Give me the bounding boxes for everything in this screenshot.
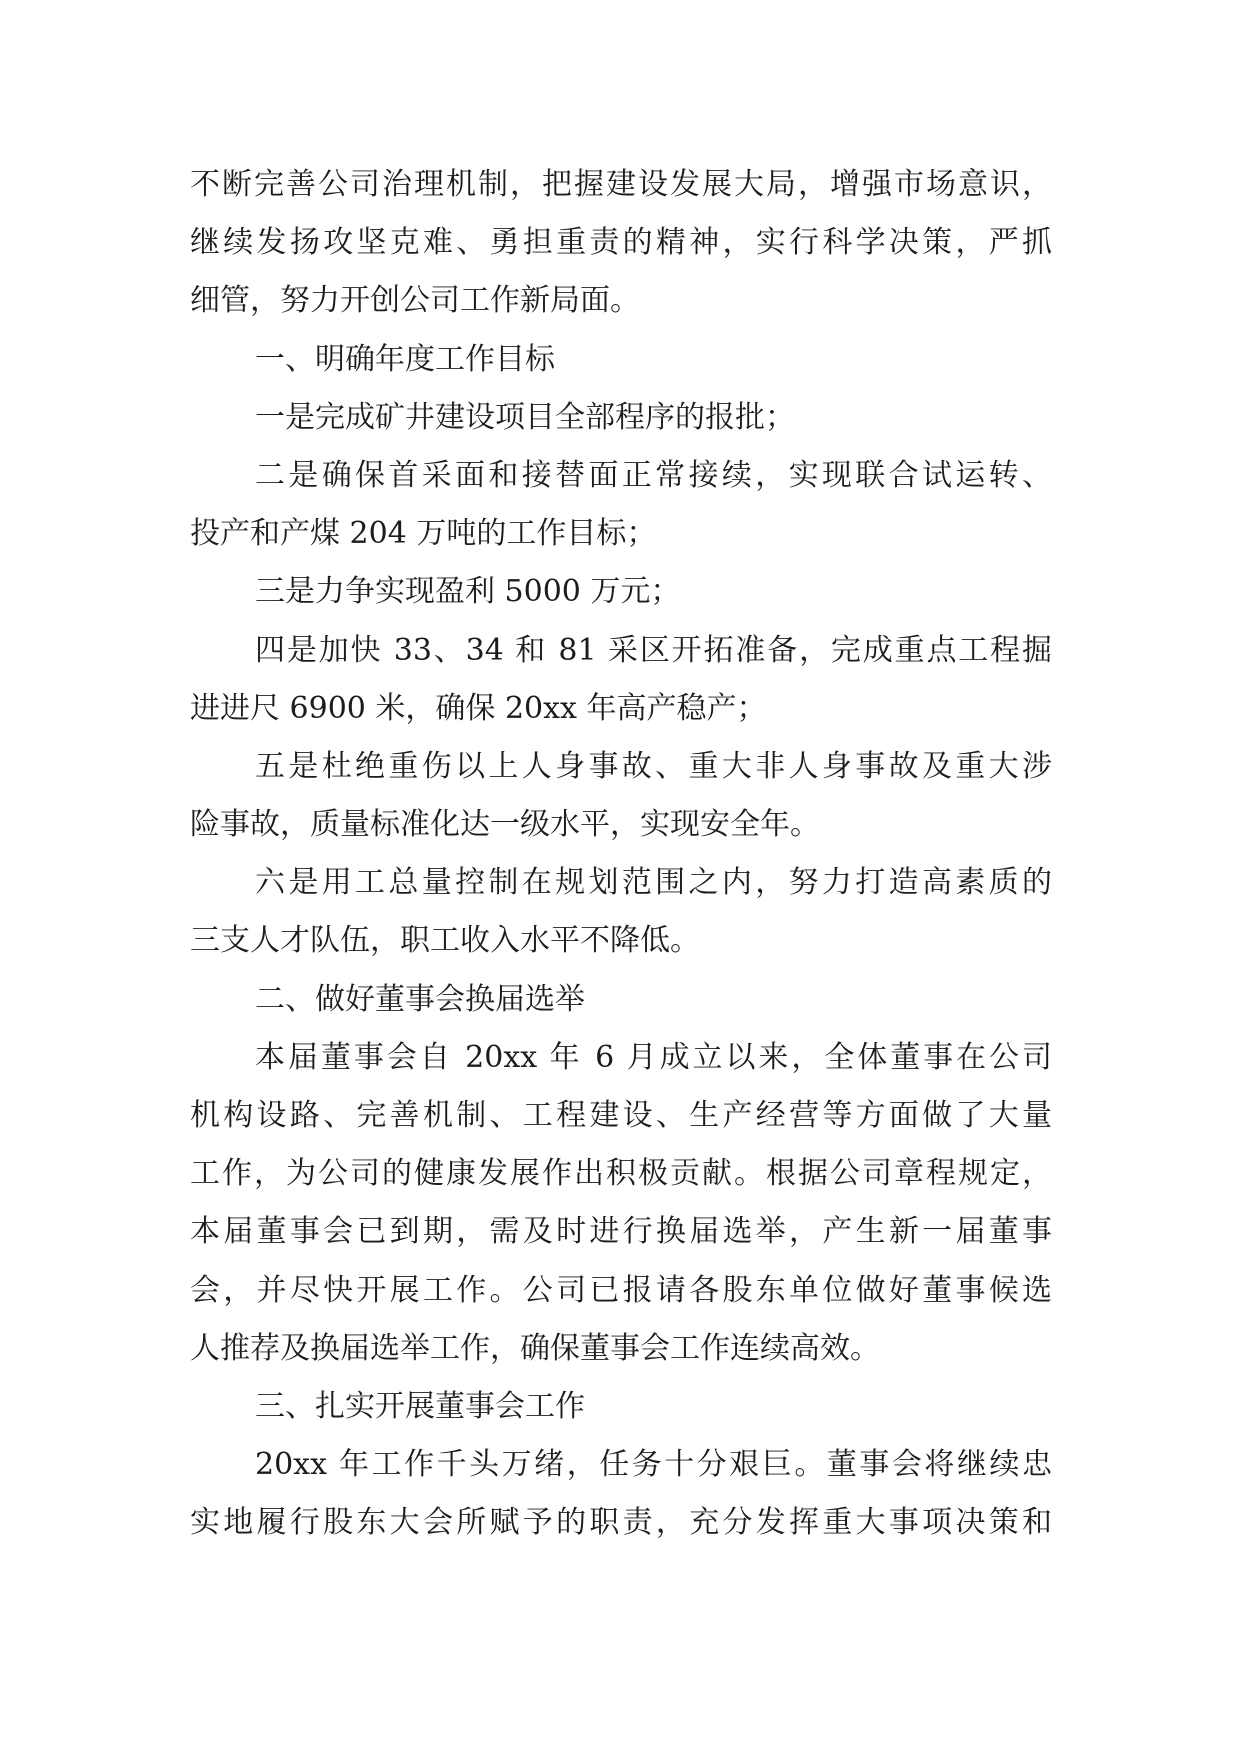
text-line: 三支人才队伍，职工收入水平不降低。 <box>190 923 700 959</box>
paragraph <box>190 389 1052 447</box>
section-heading-text: 一、明确年度工作目标 <box>255 341 555 377</box>
section-heading <box>190 971 1052 1029</box>
section-heading <box>190 1378 1052 1436</box>
text-line: 本届董事会已到期，需及时进行换届选举，产生新一届董事 <box>190 1214 1052 1250</box>
text-line: 本届董事会自 20xx 年 6 月成立以来，全体董事在公司 <box>255 1039 1052 1075</box>
text-line: 六是用工总量控制在规划范围之内，努力打造高素质的 <box>255 865 1052 901</box>
text-line: 实地履行股东大会所赋予的职责，充分发挥重大事项决策和 <box>190 1505 1052 1541</box>
text-line: 投产和产煤 204 万吨的工作目标； <box>190 516 657 552</box>
section-heading-text: 二、做好董事会换届选举 <box>255 981 585 1017</box>
paragraph <box>190 1029 1052 1378</box>
text-line: 二是确保首采面和接替面正常接续，实现联合试运转、 <box>255 457 1052 493</box>
paragraph <box>190 156 1052 331</box>
text-line: 四是加快 33、34 和 81 采区开拓准备，完成重点工程掘 <box>255 632 1052 668</box>
text-line: 不断完善公司治理机制，把握建设发展大局，增强市场意识， <box>190 167 1052 202</box>
text-line: 三是力争实现盈利 5000 万元； <box>255 574 681 610</box>
section-heading <box>190 331 1052 389</box>
paragraph <box>190 563 1052 621</box>
text-line: 工作，为公司的健康发展作出积极贡献。根据公司章程规定， <box>190 1156 1052 1192</box>
text-line: 机构设路、完善机制、工程建设、生产经营等方面做了大量 <box>190 1098 1052 1133</box>
paragraph <box>190 1436 1052 1552</box>
text-line: 继续发扬攻坚克难、勇担重责的精神，实行科学决策，严抓 <box>190 225 1052 261</box>
text-line: 20xx 年工作千头万绪，任务十分艰巨。董事会将继续忠 <box>255 1447 1052 1483</box>
text-line: 会，并尽快开展工作。公司已报请各股东单位做好董事候选 <box>190 1272 1052 1308</box>
text-line: 险事故，质量标准化达一级水平，实现安全年。 <box>190 807 820 843</box>
section-heading-text: 三、扎实开展董事会工作 <box>255 1388 585 1424</box>
document-body <box>190 156 1052 1553</box>
paragraph <box>190 854 1052 970</box>
paragraph <box>190 622 1052 738</box>
text-line: 进进尺 6900 米，确保 20xx 年高产稳产； <box>190 690 767 726</box>
paragraph <box>190 738 1052 854</box>
text-line: 五是杜绝重伤以上人身事故、重大非人身事故及重大涉 <box>255 748 1052 784</box>
text-line: 一是完成矿井建设项目全部程序的报批； <box>255 399 795 435</box>
text-line: 细管，努力开创公司工作新局面。 <box>190 283 640 319</box>
paragraph <box>190 447 1052 563</box>
text-line: 人推荐及换届选举工作，确保董事会工作连续高效。 <box>190 1330 880 1366</box>
